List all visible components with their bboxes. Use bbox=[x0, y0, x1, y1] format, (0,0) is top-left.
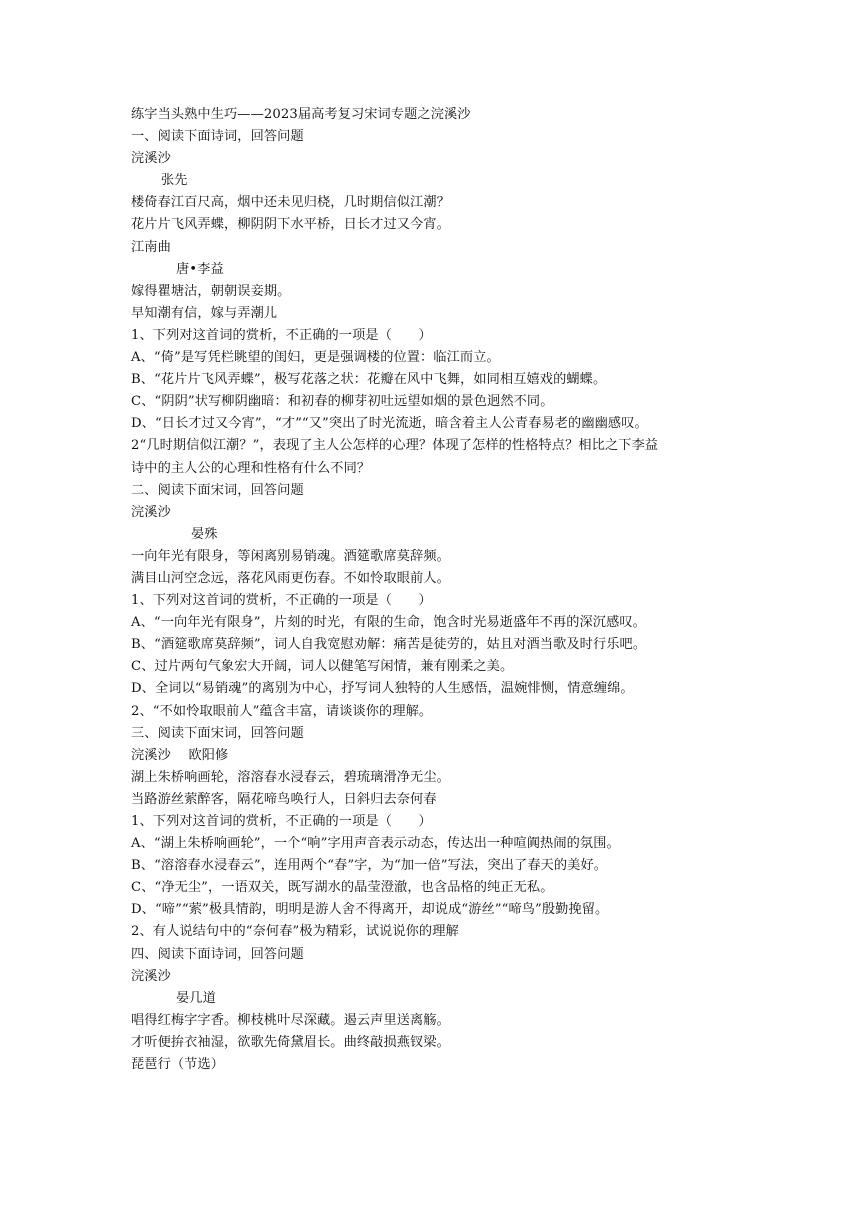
document-line: 2“几时期信似江潮？”，表现了主人公怎样的心理？体现了怎样的性格特点？相比之下李益 bbox=[131, 438, 659, 454]
document-line: 三、阅读下面宋词，回答问题 bbox=[131, 725, 304, 741]
document-line: 二、阅读下面宋词，回答问题 bbox=[131, 482, 304, 498]
document-line: 琵琶行（节选） bbox=[131, 1057, 225, 1073]
document-line: A、“湖上朱桥响画轮”，一个“响”字用声音表示动态，传达出一种喧阗热闹的氛围。 bbox=[131, 836, 620, 852]
document-line: 当路游丝萦醉客，隔花啼鸟唤行人，日斜归去奈何春 bbox=[131, 791, 437, 807]
document-line: 满目山河空念远，落花风雨更伤春。不如怜取眼前人。 bbox=[131, 570, 450, 586]
document-line: 练字当头熟中生巧——2023届高考复习宋词专题之浣溪沙 bbox=[131, 107, 471, 122]
document-line: C、过片两句气象宏大开阔，词人以健笔写闲情，兼有刚柔之美。 bbox=[131, 659, 514, 675]
document-line: 2、“不如怜取眼前人”蕴含丰富，请谈谈你的理解。 bbox=[131, 703, 433, 719]
document-line: 浣溪沙 bbox=[131, 968, 171, 984]
document-line: 1、下列对这首词的赏析，不正确的一项是（ ） bbox=[131, 814, 432, 829]
document-line: 江南曲 bbox=[131, 239, 171, 255]
document-line: C、“阴阴”状写柳阴幽暗：和初春的柳芽初吐远望如烟的景色迥然不同。 bbox=[131, 394, 554, 410]
document-line: B、“花片片飞风弄蝶”，极写花落之状：花瓣在风中飞舞，如同相互嬉戏的蝴蝶。 bbox=[131, 372, 607, 388]
document-line: 湖上朱桥响画轮，溶溶春水浸春云，碧琉璃滑净无尘。 bbox=[131, 769, 450, 785]
document-line: 浣溪沙 bbox=[131, 151, 171, 167]
document-line: 唱得红梅字字香。柳枝桃叶尽深藏。遏云声里送离觞。 bbox=[131, 1012, 450, 1028]
document-line: 2、有人说结句中的“奈何春”极为精彩，试说说你的理解 bbox=[131, 924, 459, 940]
document-line: 张先 bbox=[161, 173, 188, 189]
document-line: A、“一向年光有限身”，片刻的时光，有限的生命，饱含时光易逝盛年不再的深沉感叹。 bbox=[131, 615, 646, 631]
document-line: 1、下列对这首词的赏析，不正确的一项是（ ） bbox=[131, 593, 432, 609]
document-line: 早知潮有信，嫁与弄潮儿 bbox=[131, 305, 278, 321]
document-line: B、“溶溶春水浸春云”，连用两个“春”字，为“加一倍”写法，突出了春天的美好。 bbox=[131, 858, 608, 874]
document-line: D、“啼”“萦”极具情韵，明明是游人舍不得离开，却说成“游丝”“啼鸟”殷勤挽留。 bbox=[131, 902, 609, 918]
document-line: 才听便拚衣袖湿，欲歌先倚黛眉长。曲终敲损燕钗梁。 bbox=[131, 1034, 450, 1050]
document-line: 嫁得瞿塘沽，朝朝误妾期。 bbox=[131, 283, 291, 299]
document-line: 楼倚春江百尺高，烟中还未见归桡，几时期信似江潮？ bbox=[131, 195, 450, 211]
document-line: A、“倚”是写凭栏眺望的闺妇，更是强调楼的位置：临江而立。 bbox=[131, 350, 500, 366]
document-line: 唐•李益 bbox=[176, 261, 224, 277]
document-line: 花片片飞风弄蝶，柳阴阴下水平桥，日长才过又今宵。 bbox=[131, 217, 450, 233]
document-line: B、“酒筵歌席莫辞频”，词人自我宽慰劝解：痛苦是徒劳的，姑且对酒当歌及时行乐吧。 bbox=[131, 637, 647, 653]
document-line: 诗中的主人公的心理和性格有什么不同？ bbox=[131, 460, 371, 476]
document-line: C、“净无尘”，一语双关，既写湖水的晶莹澄澈，也含品格的纯正无私。 bbox=[131, 880, 554, 896]
document-line: 1、下列对这首词的赏析，不正确的一项是（ ） bbox=[131, 327, 432, 343]
document-body bbox=[131, 104, 751, 1076]
document-line: 晏殊 bbox=[191, 526, 218, 542]
document-line: 晏几道 bbox=[176, 990, 216, 1006]
document-line: 一向年光有限身，等闲离别易销魂。酒筵歌席莫辞频。 bbox=[131, 548, 450, 564]
document-line: 浣溪沙 bbox=[131, 504, 171, 520]
document-line: D、“日长才过又今宵”，“才”“又”突出了时光流逝，暗含着主人公青春易老的幽幽感叹。 bbox=[131, 416, 648, 432]
document-line: 浣溪沙 欧阳修 bbox=[131, 747, 229, 763]
document-line: 四、阅读下面诗词，回答问题 bbox=[131, 946, 304, 962]
document-line: 一、阅读下面诗词，回答问题 bbox=[131, 129, 304, 145]
document-line: D、全词以“易销魂”的离别为中心，抒写词人独特的人生感悟，温婉悱恻，情意缠绵。 bbox=[131, 681, 634, 697]
